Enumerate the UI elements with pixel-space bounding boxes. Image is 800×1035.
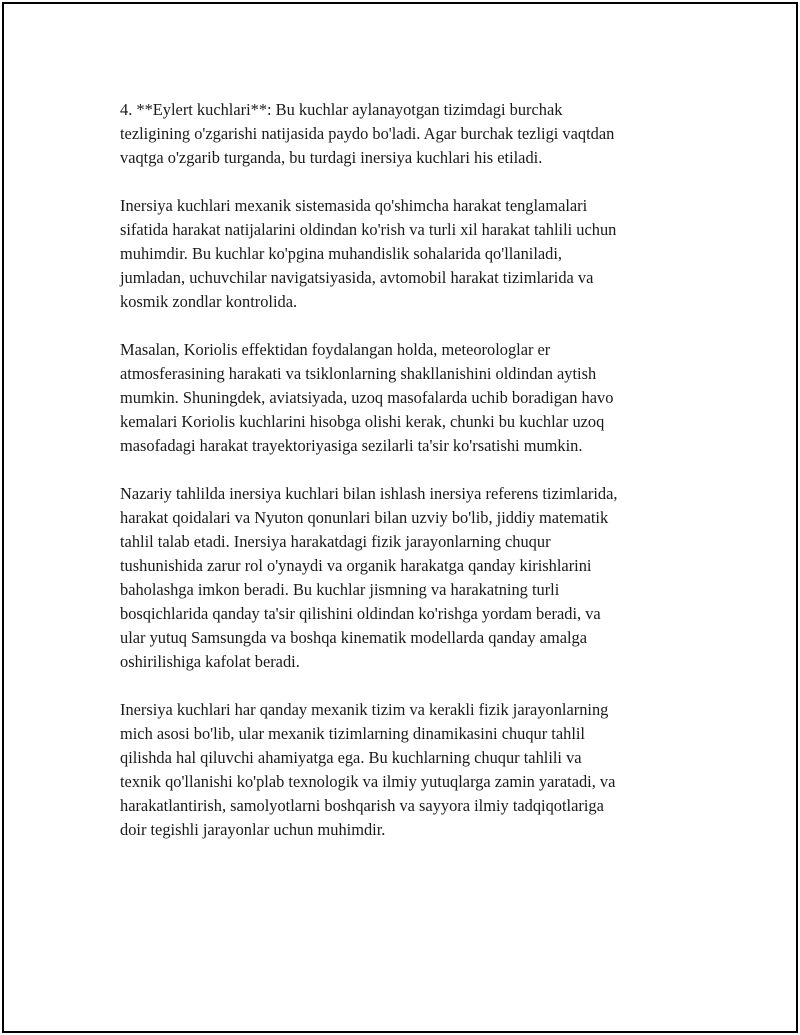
text-line: Masalan, Koriolis effektidan foydalangan holda, meteorologlar er <box>120 340 551 359</box>
paragraph-5 <box>120 698 700 842</box>
text-line: baholashga imkon beradi. Bu kuchlar jismning va harakatning turli <box>120 580 560 599</box>
text-line: muhimdir. Bu kuchlar ko'pgina muhandislik sohalarida qo'llaniladi, <box>120 244 563 263</box>
paragraph-4 <box>120 482 700 674</box>
text-line: Inersiya kuchlari mexanik sistemasida qo'shimcha harakat tenglamalari <box>120 196 588 215</box>
text-line: vaqtga o'zgarib turganda, bu turdagi inersiya kuchlari his etiladi. <box>120 148 543 167</box>
text-line: sifatida harakat natijalarini oldindan ko'rish va turli xil harakat tahlili uchun <box>120 220 617 239</box>
text-line: 4. **Eylert kuchlari**: Bu kuchlar aylanayotgan tizimdagi burchak <box>120 100 563 119</box>
text-line: doir tegishli jarayonlar uchun muhimdir. <box>120 820 386 839</box>
document-body <box>120 98 700 866</box>
paragraph-1 <box>120 98 700 170</box>
text-line: bosqichlarida qanday ta'sir qilishini oldindan ko'rishga yordam beradi, va <box>120 604 601 623</box>
text-line: atmosferasining harakati va tsiklonlarning shakllanishini oldindan aytish <box>120 364 597 383</box>
document-page <box>2 2 798 1033</box>
text-line: masofadagi harakat trayektoriyasiga sezilarli ta'sir ko'rsatishi mumkin. <box>120 436 583 455</box>
paragraph-3 <box>120 338 700 458</box>
text-line: kosmik zondlar kontrolida. <box>120 292 298 311</box>
text-line: tushunishida zarur rol o'ynaydi va organik harakatga qanday kirishlarini <box>120 556 592 575</box>
text-line: qilishda hal qiluvchi ahamiyatga ega. Bu kuchlarning chuqur tahlili va <box>120 748 582 767</box>
text-line: kemalari Koriolis kuchlarini hisobga olishi kerak, chunki bu kuchlar uzoq <box>120 412 605 431</box>
paragraph-2 <box>120 194 700 314</box>
text-line: mumkin. Shuningdek, aviatsiyada, uzoq masofalarda uchib boradigan havo <box>120 388 614 407</box>
text-line: Inersiya kuchlari har qanday mexanik tizim va kerakli fizik jarayonlarning <box>120 700 609 719</box>
text-line: ular yutuq Samsungda va boshqa kinematik modellarda qanday amalga <box>120 628 588 647</box>
text-line: tahlil talab etadi. Inersiya harakatdagi fizik jarayonlarning chuqur <box>120 532 551 551</box>
text-line: tezligining o'zgarishi natijasida paydo bo'ladi. Agar burchak tezligi vaqtdan <box>120 124 615 143</box>
text-line: jumladan, uchuvchilar navigatsiyasida, avtomobil harakat tizimlarida va <box>120 268 594 287</box>
text-line: harakatlantirish, samolyotlarni boshqarish va sayyora ilmiy tadqiqotlariga <box>120 796 604 815</box>
text-line: texnik qo'llanishi ko'plab texnologik va ilmiy yutuqlarga zamin yaratadi, va <box>120 772 616 791</box>
text-line: mich asosi bo'lib, ular mexanik tizimlarning dinamikasini chuqur tahlil <box>120 724 585 743</box>
text-line: Nazariy tahlilda inersiya kuchlari bilan ishlash inersiya referens tizimlarida, <box>120 484 618 503</box>
text-line: harakat qoidalari va Nyuton qonunlari bilan uzviy bo'lib, jiddiy matematik <box>120 508 609 527</box>
text-line: oshirilishiga kafolat beradi. <box>120 652 300 671</box>
